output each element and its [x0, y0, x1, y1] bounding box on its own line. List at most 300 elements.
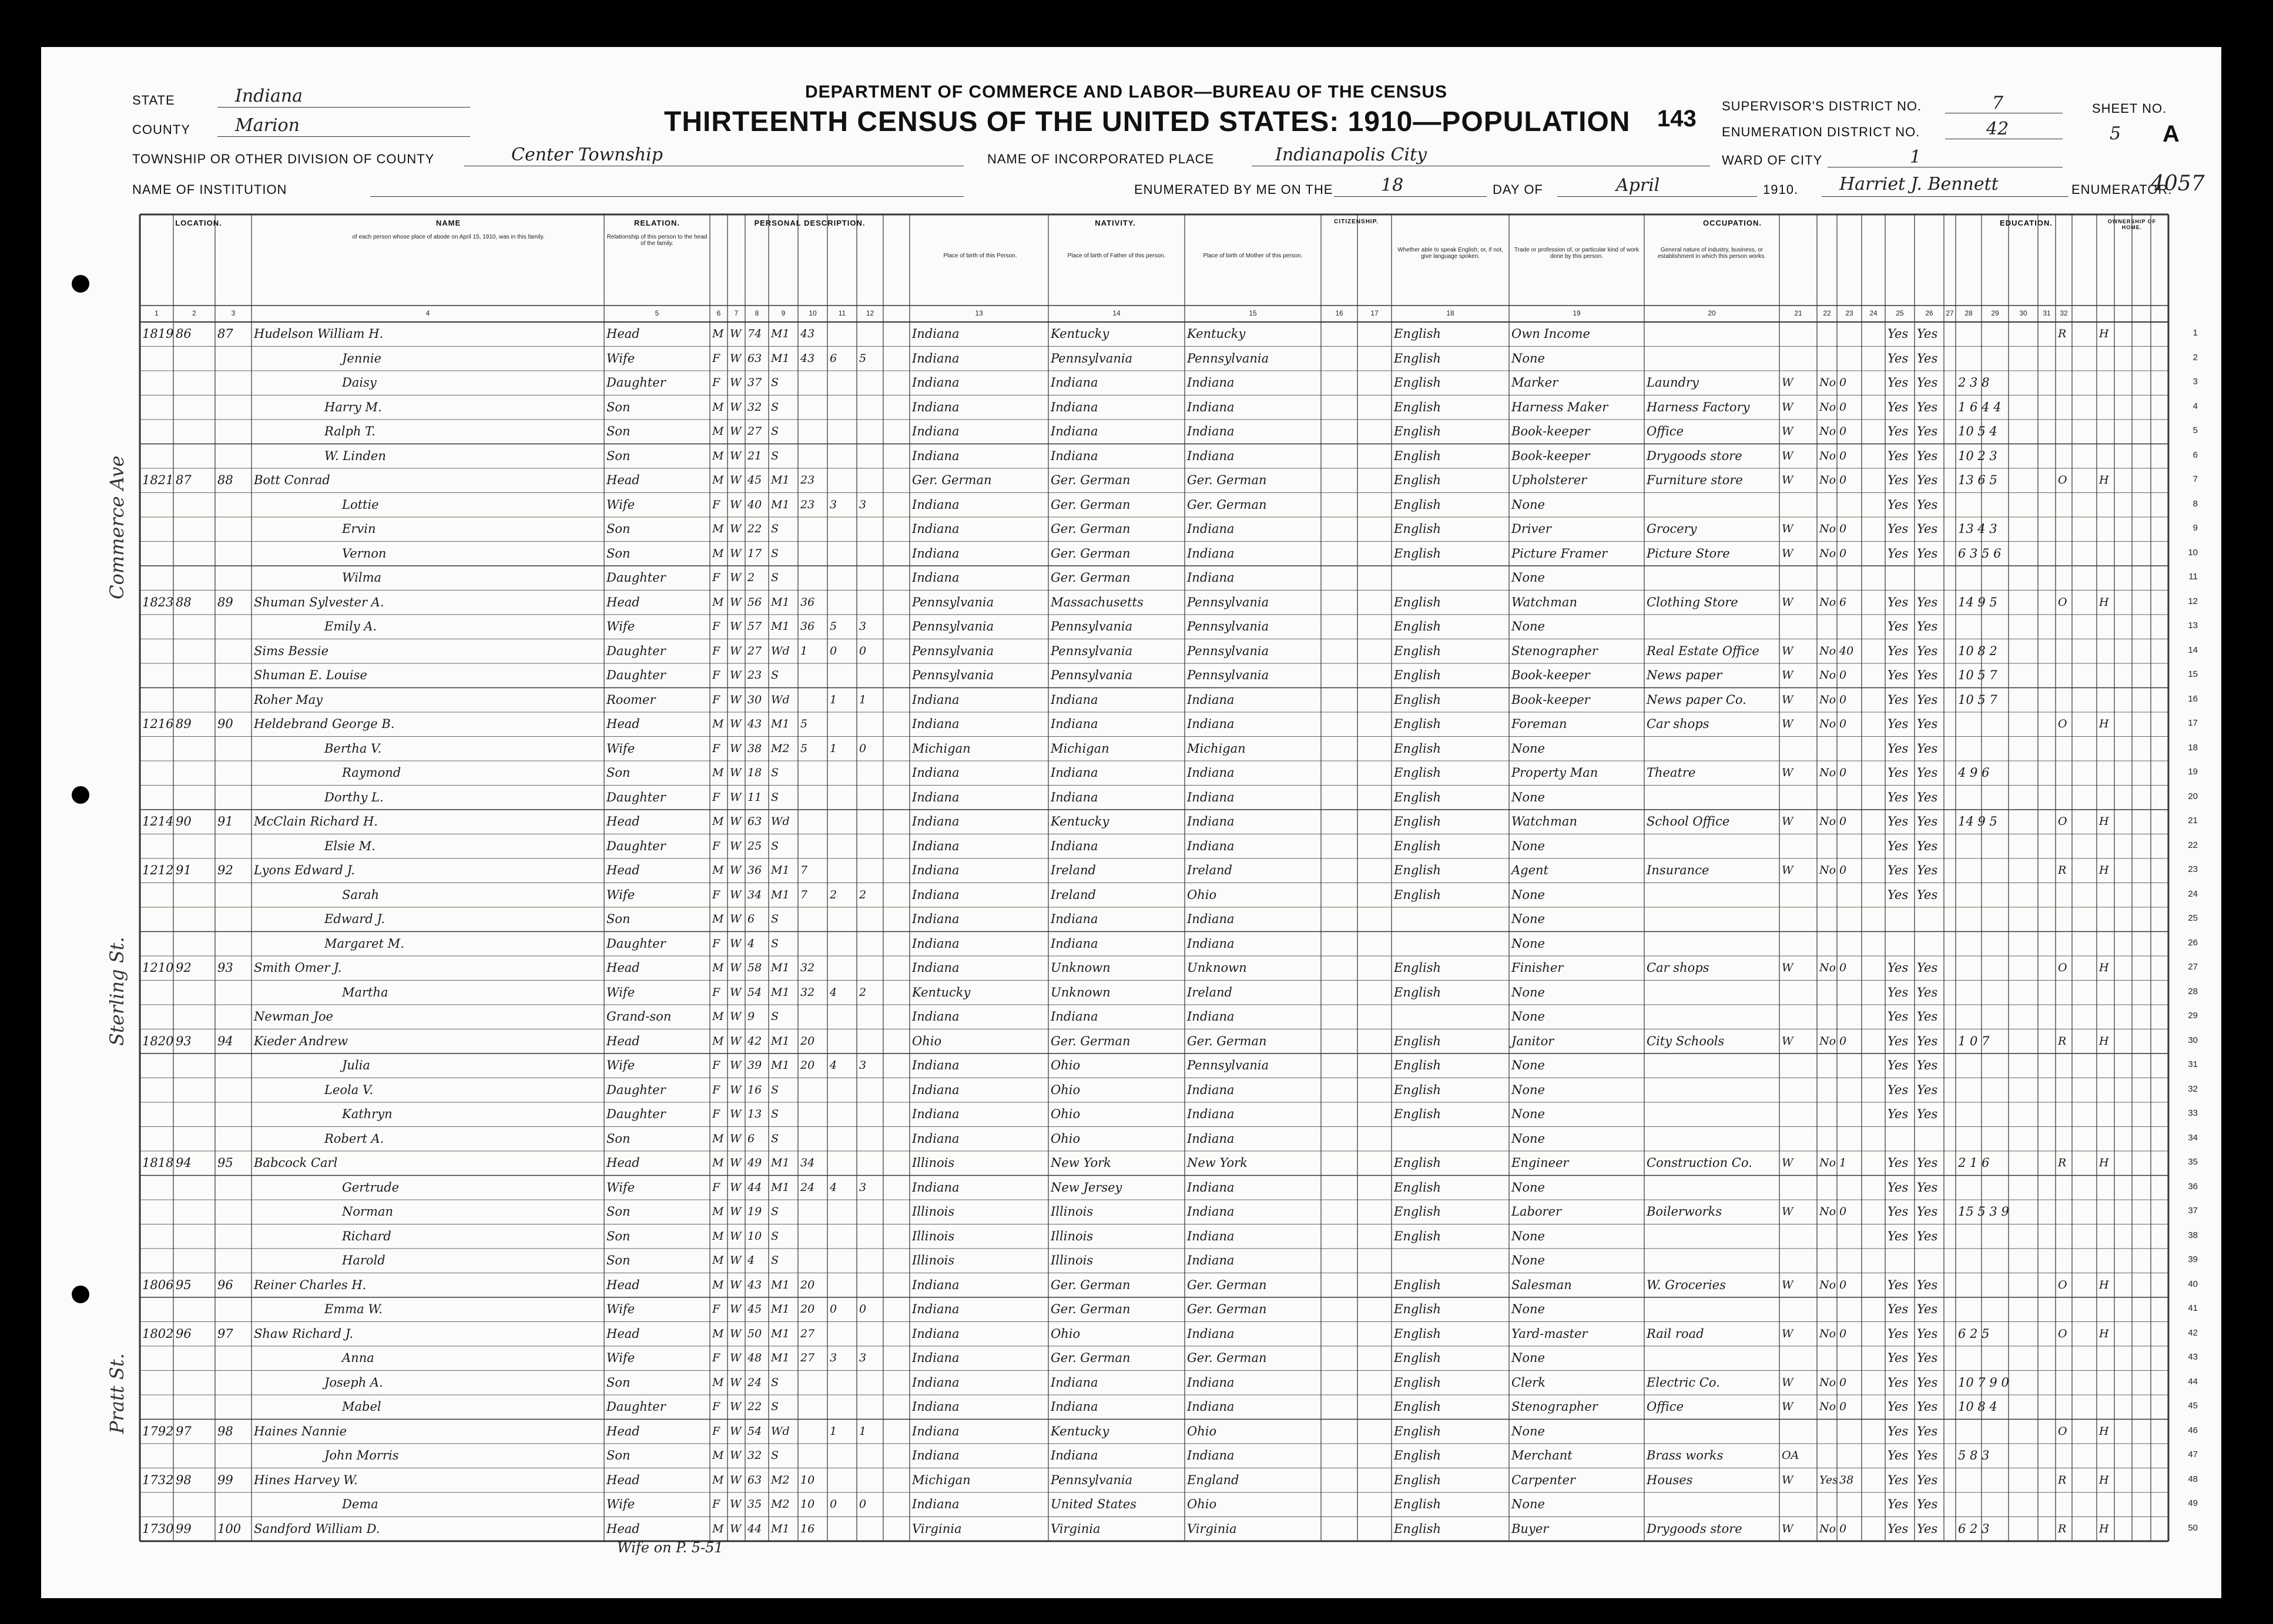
cell-emp: W — [1782, 1034, 1793, 1048]
cell-mbp: Ohio — [1187, 1497, 1217, 1511]
cell-read: Yes — [1888, 1497, 1909, 1511]
cell-wks: 1 — [1839, 1156, 1847, 1169]
cell-trade: Clerk — [1511, 1375, 1545, 1390]
cell-write: Yes — [1917, 1424, 1938, 1438]
cell-rel: Wife — [606, 1497, 635, 1511]
cell-fbp: Ohio — [1051, 1107, 1081, 1121]
sheet-number: 5 — [2110, 123, 2121, 144]
cell-mbp: Indiana — [1187, 1229, 1235, 1243]
cell-bp: Indiana — [912, 887, 960, 902]
line-number: 34 — [2188, 1132, 2198, 1143]
cell-rel: Son — [606, 1131, 631, 1146]
cell-wks: 40 — [1839, 644, 1854, 657]
cell-fam: 95 — [217, 1156, 233, 1170]
cell-write: Yes — [1917, 327, 1938, 341]
cell-name: Sims Bessie — [254, 643, 329, 658]
cell-write: Yes — [1917, 595, 1938, 609]
cell-ind: Houses — [1647, 1472, 1693, 1487]
cell-race: W — [730, 937, 742, 950]
cell-sex: F — [712, 498, 720, 511]
cell-fbp: Indiana — [1051, 1375, 1098, 1390]
supervisor-value: 7 — [1992, 93, 2004, 113]
cell-read: Yes — [1888, 522, 1909, 536]
cell-dw: 87 — [176, 473, 192, 487]
enumeration-day: 18 — [1381, 175, 1404, 196]
cell-rel: Son — [606, 1253, 631, 1267]
cell-read: Yes — [1888, 1082, 1909, 1097]
cell-ms: S — [771, 1205, 779, 1218]
street-note-commerce: Commerce Ave — [106, 455, 128, 599]
cell-age: 74 — [747, 327, 762, 340]
column-number: 29 — [1991, 309, 1999, 317]
cell-mbp: Virginia — [1187, 1521, 1237, 1536]
cell-liv: 0 — [859, 1498, 867, 1511]
cell-read: Yes — [1888, 424, 1909, 438]
cell-name: McClain Richard H. — [254, 814, 378, 828]
cell-lang: English — [1394, 400, 1441, 414]
cell-ms: M1 — [771, 1522, 790, 1535]
cell-race: W — [730, 1278, 742, 1291]
cell-liv: 3 — [859, 620, 867, 633]
cell-ms: Wd — [771, 815, 790, 828]
cell-name: Harry M. — [324, 400, 382, 414]
cell-race: W — [730, 327, 742, 340]
cell-read: Yes — [1888, 1375, 1909, 1390]
colhead-father-birthplace: Place of birth of Father of this person. — [1067, 253, 1166, 259]
cell-age: 22 — [747, 522, 762, 535]
cell-age: 45 — [747, 474, 762, 486]
cell-liv: 1 — [859, 1424, 867, 1438]
cell-unemp: No — [1819, 546, 1836, 560]
cell-name: Elsie M. — [324, 838, 376, 853]
cell-bp: Michigan — [912, 741, 971, 756]
cell-read: Yes — [1888, 814, 1909, 828]
cell-age: 38 — [747, 741, 762, 755]
cell-mbp: Indiana — [1187, 766, 1235, 780]
cell-trade: None — [1511, 351, 1545, 365]
line-number: 14 — [2188, 645, 2198, 655]
cell-name: John Morris — [324, 1448, 399, 1462]
cell-write: Yes — [1917, 1472, 1938, 1487]
cell-mbp: Indiana — [1187, 400, 1235, 414]
cell-ms: S — [771, 790, 779, 804]
cell-rel: Head — [606, 1277, 640, 1292]
cell-fam: 89 — [217, 595, 233, 609]
cell-ind: Theatre — [1647, 766, 1696, 780]
cell-rel: Daughter — [606, 375, 666, 390]
cell-race: W — [730, 449, 742, 462]
cell-bp: Pennsylvania — [912, 595, 994, 609]
cell-born: 5 — [830, 620, 837, 633]
cell-bp: Pennsylvania — [912, 668, 994, 682]
cell-name: Hudelson William H. — [254, 327, 384, 341]
cell-wks: 0 — [1839, 400, 1847, 414]
cell-sex: M — [712, 327, 724, 340]
cell-rel: Head — [606, 717, 640, 731]
cell-lang: English — [1394, 375, 1441, 390]
cell-age: 57 — [747, 620, 762, 633]
column-number: 18 — [1446, 309, 1454, 317]
cell-rel: Head — [606, 595, 640, 609]
cell-fam: 96 — [217, 1277, 233, 1292]
line-number: 42 — [2188, 1327, 2198, 1338]
enumerated-label: ENUMERATED BY ME ON THE — [1134, 182, 1333, 197]
cell-bp: Indiana — [912, 1180, 960, 1194]
cell-ind: Drygoods store — [1647, 1521, 1742, 1536]
cell-name: Emily A. — [324, 619, 377, 633]
cell-lang: English — [1394, 619, 1441, 633]
cell-sex: M — [712, 766, 724, 779]
cell-ind: Car shops — [1647, 717, 1709, 731]
cell-bp: Illinois — [912, 1204, 955, 1219]
cell-read: Yes — [1888, 1277, 1909, 1292]
cell-read: Yes — [1888, 692, 1909, 707]
cell-own: R — [2058, 864, 2067, 877]
cell-race: W — [730, 1303, 742, 1316]
cell-read: Yes — [1888, 863, 1909, 877]
sheet-label: SHEET NO. — [2092, 101, 2167, 116]
cell-ind: Real Estate Office — [1647, 643, 1759, 658]
cell-write: Yes — [1917, 717, 1938, 731]
cell-fam: 91 — [217, 814, 233, 828]
cell-yrs: 1 — [800, 644, 808, 657]
cell-trade: None — [1511, 1131, 1545, 1146]
cell-write: Yes — [1917, 985, 1938, 999]
cell-wks: 0 — [1839, 1034, 1847, 1048]
cell-sex: F — [712, 1424, 720, 1438]
cell-ms: M1 — [771, 985, 790, 999]
cell-race: W — [730, 1351, 742, 1364]
cell-bp: Indiana — [912, 961, 960, 975]
cell-read: Yes — [1888, 1521, 1909, 1536]
column-number: 8 — [755, 309, 759, 317]
line-number: 12 — [2188, 596, 2198, 606]
cell-age: 45 — [747, 1303, 762, 1316]
township-value: Center Township — [511, 145, 663, 165]
cell-mbp: Indiana — [1187, 1180, 1235, 1194]
cell-sex: F — [712, 1400, 720, 1413]
cell-bp: Indiana — [912, 351, 960, 365]
cell-ms: M1 — [771, 864, 790, 877]
cell-mbp: Indiana — [1187, 1326, 1235, 1341]
cell-write: Yes — [1917, 522, 1938, 536]
line-number: 24 — [2188, 888, 2198, 899]
cell-ms: S — [771, 400, 779, 414]
cell-mbp: Ohio — [1187, 1424, 1217, 1438]
cell-write: Yes — [1917, 1326, 1938, 1341]
cell-name: Lottie — [342, 497, 379, 512]
cell-ind: News paper — [1647, 668, 1722, 682]
group-home: OWNERSHIP OF HOME. — [2107, 219, 2157, 230]
cell-rel: Wife — [606, 741, 635, 756]
cell-emp: W — [1782, 961, 1793, 974]
group-nativity: NATIVITY. — [1095, 219, 1136, 227]
cell-name: Norman — [342, 1204, 394, 1219]
column-number: 28 — [1964, 309, 1973, 317]
cell-emp: W — [1782, 766, 1793, 779]
cell-yrs: 43 — [800, 351, 815, 365]
cell-wks: 0 — [1839, 1375, 1847, 1389]
cell-mbp: Indiana — [1187, 814, 1235, 828]
line-number: 20 — [2188, 791, 2198, 801]
cell-ms: S — [771, 376, 779, 389]
cell-ind: Clothing Store — [1647, 595, 1738, 609]
cell-trade: None — [1511, 1229, 1545, 1243]
line-number: 17 — [2188, 718, 2198, 728]
cell-house: 1792 — [142, 1424, 174, 1438]
cell-write: Yes — [1917, 1521, 1938, 1536]
cell-hf: H — [2099, 717, 2109, 730]
cell-hf: H — [2099, 595, 2109, 609]
cell-emp: W — [1782, 474, 1793, 486]
cell-race: W — [730, 1473, 742, 1487]
cell-sex: M — [712, 1254, 724, 1267]
cell-rel: Head — [606, 1424, 640, 1438]
enumeration-label: ENUMERATION DISTRICT NO. — [1722, 125, 1920, 139]
line-number: 26 — [2188, 937, 2198, 948]
cell-race: W — [730, 522, 742, 535]
cell-rel: Head — [606, 1326, 640, 1341]
cell-own: O — [2058, 1424, 2067, 1438]
cell-trade: Book-keeper — [1511, 692, 1590, 707]
cell-read: Yes — [1888, 1204, 1909, 1219]
cell-mbp: Ger. German — [1187, 473, 1267, 487]
institution-label: NAME OF INSTITUTION — [132, 182, 287, 197]
cell-lang: English — [1394, 1424, 1441, 1438]
cell-liv: 0 — [859, 644, 867, 657]
cell-sch: 10 2 3 — [1958, 448, 1997, 463]
cell-hf: H — [2099, 1522, 2109, 1535]
cell-rel: Wife — [606, 1302, 635, 1316]
cell-lang: English — [1394, 1521, 1441, 1536]
cell-hf: H — [2099, 327, 2109, 340]
cell-race: W — [730, 498, 742, 511]
cell-bp: Illinois — [912, 1156, 955, 1170]
ward-label: WARD OF CITY — [1722, 153, 1823, 167]
cell-house: 1730 — [142, 1521, 174, 1536]
cell-ms: M1 — [771, 1303, 790, 1316]
cell-fbp: Indiana — [1051, 912, 1098, 926]
cell-sex: M — [712, 425, 724, 438]
cell-yrs: 20 — [800, 1034, 815, 1048]
cell-fam: 87 — [217, 327, 233, 341]
cell-bp: Indiana — [912, 838, 960, 853]
cell-fam: 97 — [217, 1326, 233, 1341]
cell-sex: M — [712, 1010, 724, 1023]
cell-own: R — [2058, 1156, 2067, 1169]
cell-age: 35 — [747, 1498, 762, 1511]
column-number: 30 — [2019, 309, 2027, 317]
cell-name: Bott Conrad — [254, 473, 330, 487]
cell-emp: W — [1782, 1375, 1793, 1389]
incorporated-label: NAME OF INCORPORATED PLACE — [987, 152, 1215, 166]
cell-wks: 0 — [1839, 693, 1847, 706]
cell-name: Anna — [342, 1351, 374, 1365]
cell-rel: Son — [606, 1448, 631, 1462]
cell-read: Yes — [1888, 497, 1909, 512]
cell-mbp: Indiana — [1187, 424, 1235, 438]
cell-fbp: Ohio — [1051, 1131, 1081, 1146]
cell-name: W. Linden — [324, 448, 386, 463]
cell-emp: W — [1782, 815, 1793, 828]
cell-house: 1821 — [142, 473, 174, 487]
cell-write: Yes — [1917, 448, 1938, 463]
cell-wks: 0 — [1839, 425, 1847, 438]
cell-trade: None — [1511, 1424, 1545, 1438]
cell-bp: Indiana — [912, 1277, 960, 1292]
cell-rel: Wife — [606, 351, 635, 365]
cell-emp: W — [1782, 595, 1793, 609]
cell-ms: S — [771, 1229, 779, 1243]
cell-name: Robert A. — [324, 1131, 384, 1146]
cell-ind: Drygoods store — [1647, 448, 1742, 463]
cell-yrs: 7 — [800, 888, 808, 901]
cell-write: Yes — [1917, 1277, 1938, 1292]
cell-yrs: 36 — [800, 595, 815, 609]
cell-lang: English — [1394, 448, 1441, 463]
cell-ms: Wd — [771, 1424, 790, 1438]
cell-emp: W — [1782, 425, 1793, 438]
cell-race: W — [730, 1205, 742, 1218]
line-number: 35 — [2188, 1157, 2198, 1167]
cell-sex: F — [712, 376, 720, 389]
cell-yrs: 20 — [800, 1303, 815, 1316]
cell-race: W — [730, 693, 742, 706]
cell-read: Yes — [1888, 473, 1909, 487]
cell-write: Yes — [1917, 668, 1938, 682]
cell-age: 10 — [747, 1229, 762, 1243]
cell-rel: Son — [606, 1229, 631, 1243]
cell-ms: S — [771, 1400, 779, 1413]
cell-rel: Wife — [606, 887, 635, 902]
cell-fbp: New Jersey — [1051, 1180, 1122, 1194]
line-number: 1 — [2192, 328, 2198, 338]
cell-rel: Head — [606, 1521, 640, 1536]
cell-race: W — [730, 717, 742, 730]
cell-dw: 96 — [176, 1326, 192, 1341]
cell-ind: Rail road — [1647, 1326, 1704, 1341]
cell-born: 3 — [830, 498, 837, 511]
cell-unemp: Yes — [1819, 1473, 1838, 1487]
cell-ms: M1 — [771, 1156, 790, 1169]
street-note-sterling: Sterling St. — [106, 937, 128, 1046]
cell-dw: 94 — [176, 1156, 192, 1170]
cell-ms: S — [771, 1449, 779, 1462]
cell-rel: Wife — [606, 985, 635, 999]
cell-sex: M — [712, 400, 724, 414]
cell-trade: Upholsterer — [1511, 473, 1587, 487]
cell-lang: English — [1394, 1058, 1441, 1072]
cell-lang: English — [1394, 863, 1441, 877]
cell-write: Yes — [1917, 692, 1938, 707]
cell-sex: F — [712, 937, 720, 950]
cell-mbp: Michigan — [1187, 741, 1246, 756]
cell-mbp: Unknown — [1187, 961, 1247, 975]
cell-trade: None — [1511, 985, 1545, 999]
cell-own: O — [2058, 595, 2067, 609]
cell-mbp: Indiana — [1187, 692, 1235, 707]
incorporated-value: Indianapolis City — [1275, 145, 1427, 165]
cell-lang: English — [1394, 1375, 1441, 1390]
cell-bp: Indiana — [912, 936, 960, 951]
column-number: 23 — [1845, 309, 1853, 317]
cell-write: Yes — [1917, 814, 1938, 828]
sheet-letter: A — [2163, 121, 2180, 147]
cell-rel: Daughter — [606, 838, 666, 853]
cell-yrs: 23 — [800, 498, 815, 511]
cell-age: 22 — [747, 1400, 762, 1413]
cell-sch: 2 1 6 — [1958, 1156, 1990, 1170]
column-number: 14 — [1112, 309, 1121, 317]
line-number: 36 — [2188, 1181, 2198, 1192]
cell-age: 63 — [747, 815, 762, 828]
cell-own: R — [2058, 1034, 2067, 1048]
cell-trade: Engineer — [1511, 1156, 1569, 1170]
cell-ms: S — [771, 571, 779, 584]
cell-bp: Indiana — [912, 448, 960, 463]
cell-fbp: Indiana — [1051, 400, 1098, 414]
line-number: 13 — [2188, 620, 2198, 630]
cell-bp: Indiana — [912, 1058, 960, 1072]
cell-liv: 2 — [859, 985, 867, 999]
cell-trade: None — [1511, 1253, 1545, 1267]
cell-lang: English — [1394, 1400, 1441, 1414]
cell-bp: Indiana — [912, 571, 960, 585]
cell-read: Yes — [1888, 838, 1909, 853]
cell-mbp: Ger. German — [1187, 1034, 1267, 1048]
cell-bp: Indiana — [912, 1009, 960, 1024]
line-number: 44 — [2188, 1376, 2198, 1387]
cell-house: 1818 — [142, 1156, 174, 1170]
cell-ind: Picture Store — [1647, 546, 1730, 561]
cell-rel: Head — [606, 1034, 640, 1048]
cell-rel: Son — [606, 1375, 631, 1390]
cell-ms: S — [771, 912, 779, 925]
cell-sex: M — [712, 912, 724, 925]
cell-mbp: Ireland — [1187, 985, 1232, 999]
cell-name: Kathryn — [342, 1107, 393, 1121]
cell-race: W — [730, 620, 742, 633]
cell-lang: English — [1394, 1229, 1441, 1243]
cell-sch: 2 3 8 — [1958, 375, 1990, 390]
cell-mbp: Ger. German — [1187, 1302, 1267, 1316]
cell-dw: 86 — [176, 327, 192, 341]
cell-read: Yes — [1888, 1180, 1909, 1194]
cell-mbp: Ohio — [1187, 887, 1217, 902]
cell-trade: Harness Maker — [1511, 400, 1608, 414]
cell-yrs: 20 — [800, 1278, 815, 1291]
cell-read: Yes — [1888, 1156, 1909, 1170]
cell-race: W — [730, 669, 742, 682]
cell-yrs: 10 — [800, 1473, 815, 1487]
cell-age: 27 — [747, 425, 762, 438]
cell-mbp: Pennsylvania — [1187, 351, 1269, 365]
cell-rel: Head — [606, 473, 640, 487]
column-number: 4 — [425, 309, 430, 317]
cell-write: Yes — [1917, 961, 1938, 975]
cell-name: Vernon — [342, 546, 387, 561]
cell-sex: F — [712, 351, 720, 365]
cell-emp: W — [1782, 717, 1793, 730]
cell-trade: Marker — [1511, 375, 1558, 390]
cell-fbp: Ireland — [1051, 887, 1096, 902]
cell-age: 18 — [747, 766, 762, 779]
cell-fam: 94 — [217, 1034, 233, 1048]
cell-ind: Harness Factory — [1647, 400, 1750, 414]
cell-trade: None — [1511, 1180, 1545, 1194]
column-number: 27 — [1946, 309, 1954, 317]
line-number: 33 — [2188, 1108, 2198, 1118]
